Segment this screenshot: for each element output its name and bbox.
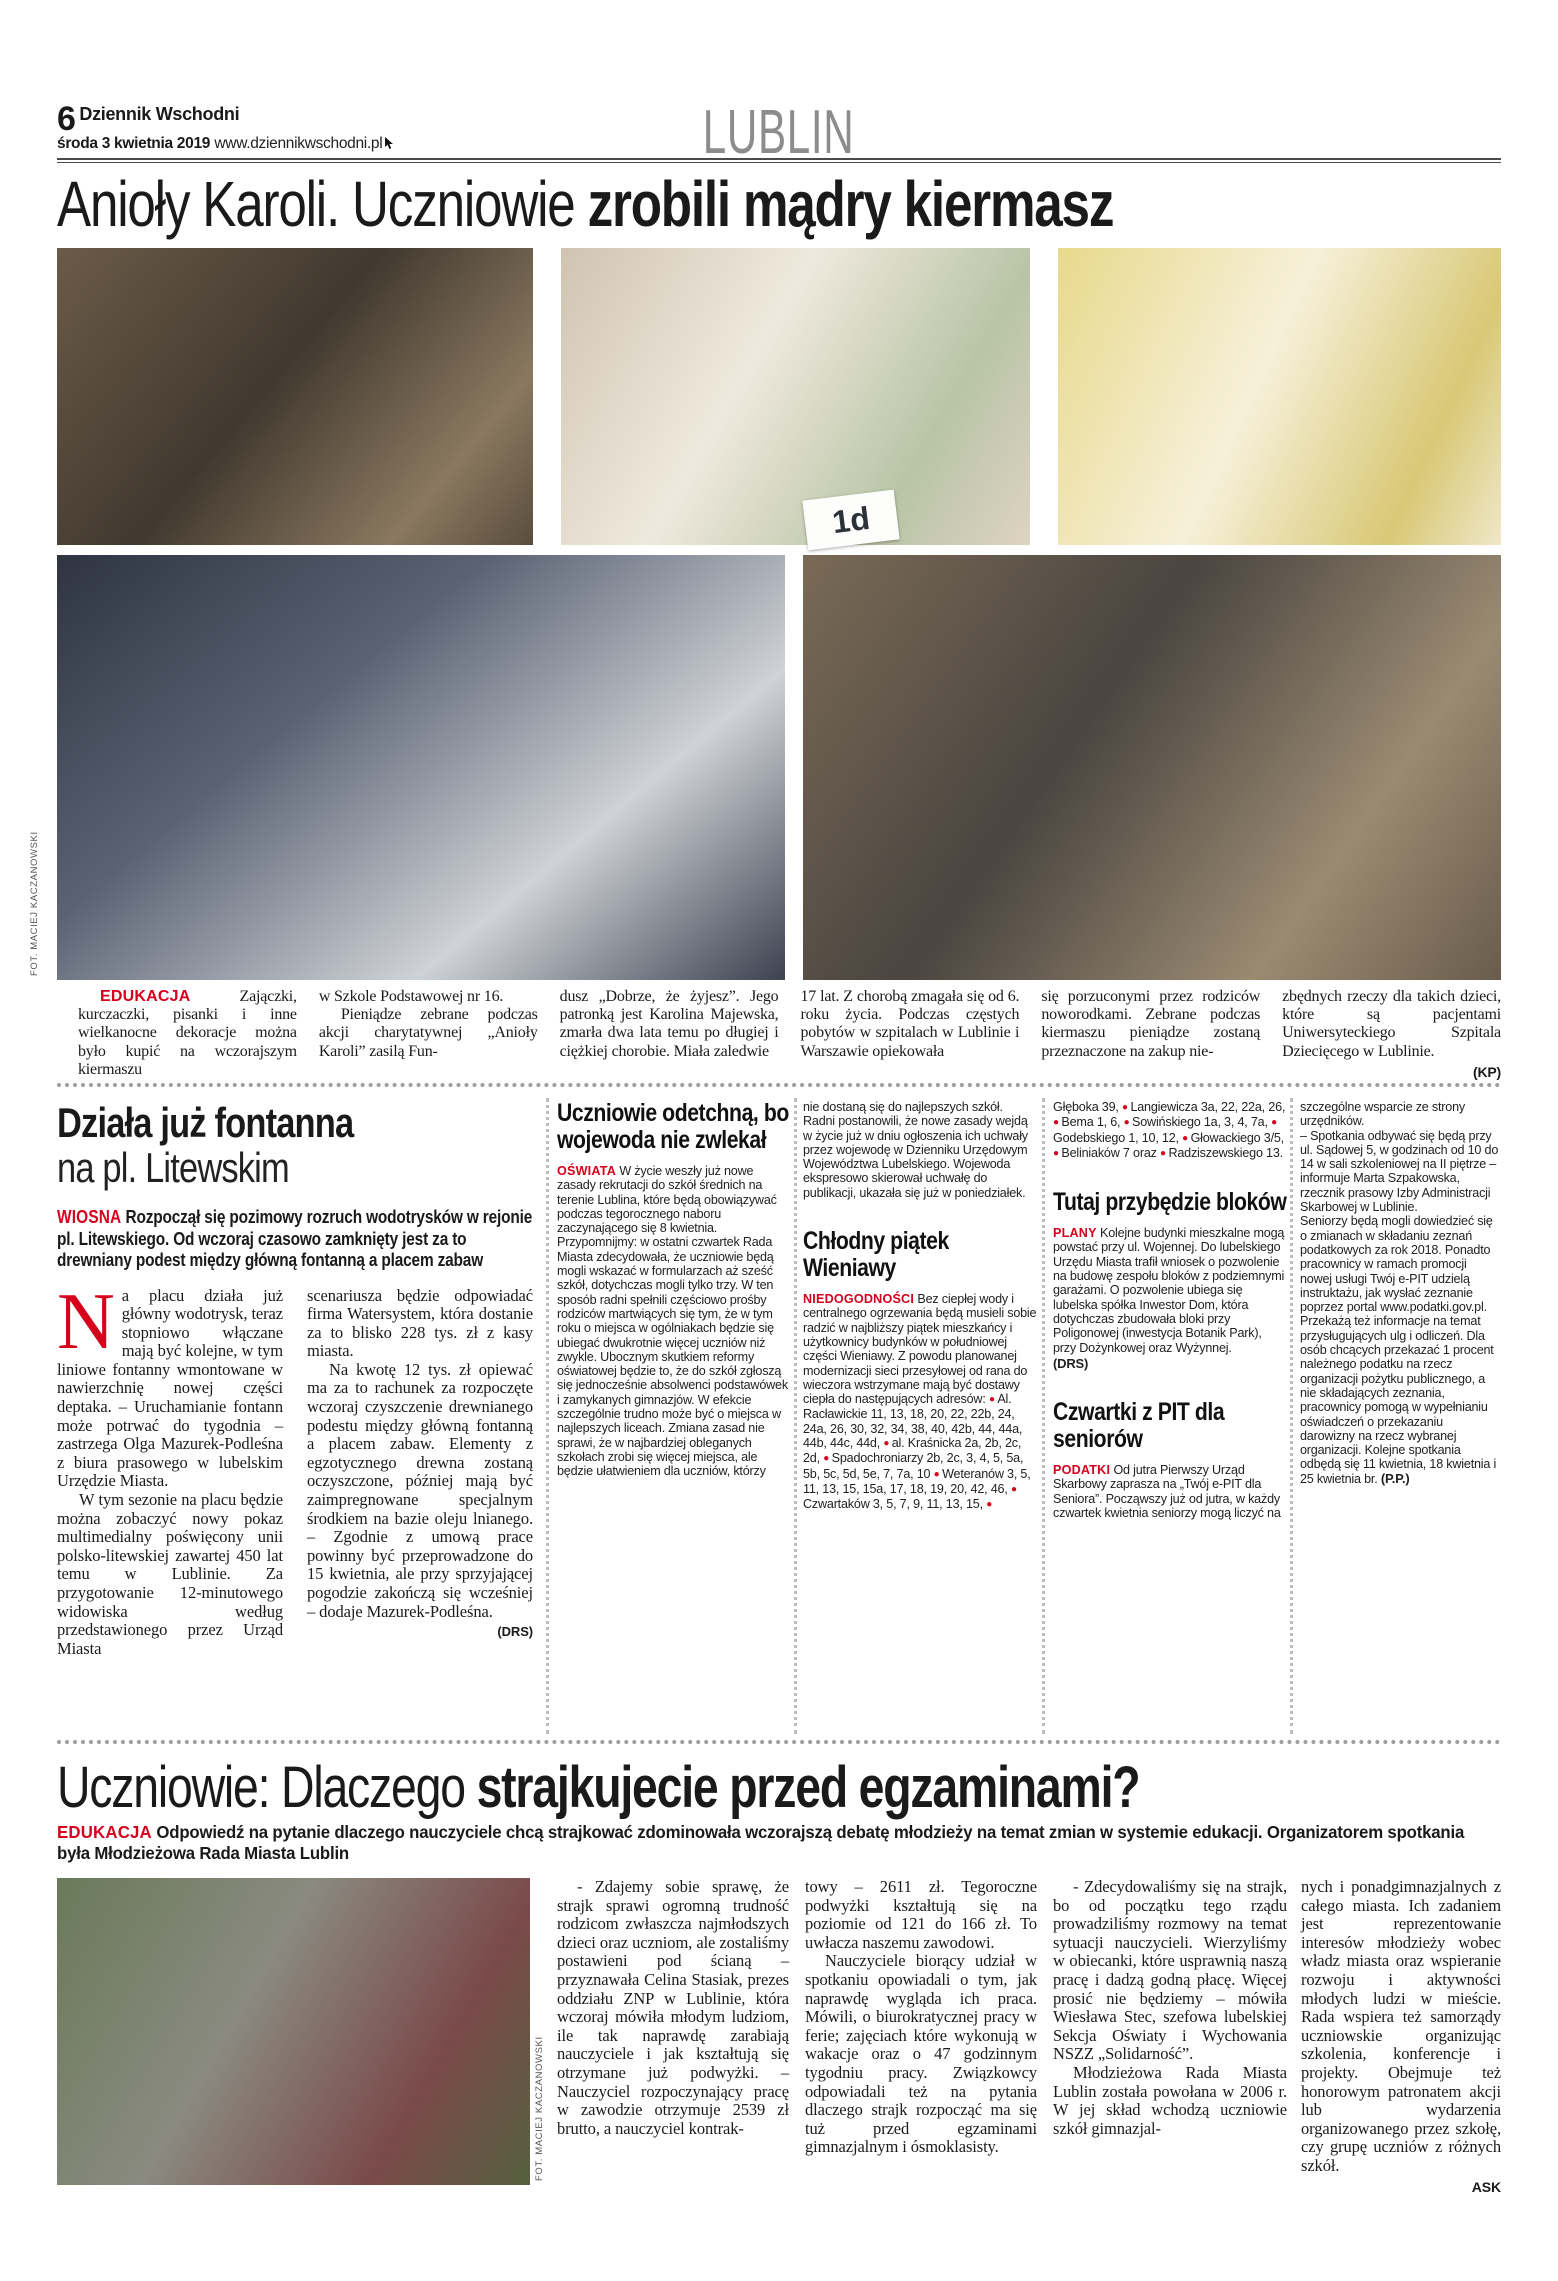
pit-cont-p2: – Spotkania odbywać się będą przy ul. Sądowej 5, w godzinach od 10 do 14 w sali szkoleniowej na II piętrze – informuje Marta Szpakowska, rzecznik prasowy Izby Administracji Skarbowej w Lublinie.: [1300, 1128, 1499, 1215]
caption-kicker: EDUKACJA: [100, 988, 191, 1005]
fountain-col-a: [57, 1277, 283, 1659]
photo-row1-3-image: [1058, 248, 1501, 545]
caption-text-6: zbędnych rzeczy dla takich dzieci, które są pacjentami Uniwersyteckiego Szpitala Dziecięcego w Lublinie.: [1282, 988, 1501, 1060]
blocks-body-text: Kolejne budynki mieszkalne mogą powstać przy ul. Wojennej. Do lubelskiego Urzędu Miasta trafił wniosek o pozwolenie na budowę zespołu bloków z podziemnymi garażami. O pozwolenie ubiega się lubelska spółka Inwestor Dom, która dotychczas zbudowała bloki przy Poligonowej (inwestycja Botanik Park), przy Dożynkowej oraz Wyżynnej.: [1053, 1226, 1285, 1355]
blocks-byline: (DRS): [1053, 1355, 1089, 1371]
fountain-byline: (DRS): [497, 1624, 533, 1640]
photo-row1-1: [57, 248, 533, 545]
photo-credit: FOT. MACIEJ KACZANOWSKI: [533, 2032, 546, 2185]
photo-row2-2: [803, 555, 1501, 980]
photo-strike-image: [57, 1878, 530, 2185]
strike-p3: Nauczyciele biorący udział w spotkaniu opowiadali o tym, jak naprawdę wygląda ich praca. Mówili, o biurokratycznej pracy w ferie; zajęciach które wykonują w wakacje oraz o 47 godzinnym tygodniu pracy. Związkowcy odpowiadali też na pytania dlaczego strajk rozpocząć ma się tuż przed egzaminami gimnazjalnym i ósmoklasisty.: [805, 1951, 1037, 2157]
fountain-lead-text: Rozpoczął się pozimowy rozruch wodotrysków w rejonie pl. Litewskiego. Od wczoraj czasowo zamknięty jest za to drewniany podest między główną fontanną a placem zabaw: [57, 1206, 533, 1270]
wieniawa-intro: Bez ciepłej wody i centralnego ogrzewania będą musieli sobie radzić w najbliższy piątek mieszkańcy i użytkownicy budynków w południowej części Wieniawy. Z powodu planowanej modernizacji sieci przesyłowej od rana do wieczora wstrzymane mają być dostawy ciepła do następujących adresów:: [803, 1292, 1037, 1407]
article-fountain: [57, 1100, 533, 1658]
caption-text-2b: Pieniądze zebrane podczas akcji charytatywnej „Anioły Karoli” zasilą Fun-: [318, 1006, 538, 1060]
strike-headline: [57, 1756, 1139, 1820]
photo-strike: [57, 1878, 545, 2185]
blocks-title: Tutaj przybędzie bloków: [1053, 1188, 1287, 1217]
schools-body-text: W życie weszły już nowe zasady rekrutacji do szkół średnich na terenie Lublina, które będą obowiązywać podczas tegorocznego naboru zaczynającego się 8 kwietnia. Przypomnijmy: w ostatni czwartek Rada Miasta zdecydowała, że uczniowie będą mogli wskazać w formularzach aż sześć szkół, dotychczas mogli tylko trzy. W ten sposób radni spełnili częściowo prośby rodziców martwiących się tym, że w tym roku o miejsca w ogólniakach będzie się ubiegać dwukrotnie więcej uczniów niż zwykle. Ubocznym skutkiem reformy oświatowej będzie to, że do szkół zgłoszą się jednocześnie absolwenci podstawówek i zamykanych gimnazjów. W efekcie szczególnie trudno może być o miejsca w najlepszych liceach. Zmiana zasad nie sprawi, że w najbardziej obleganych szkołach zrobi się więcej miejsca, ale będzie ułatwieniem dla uczniów, którzy: [557, 1164, 788, 1479]
issue-date: środa 3 kwietnia 2019: [57, 135, 211, 152]
photo-row1-2-image: [561, 248, 1030, 545]
column-separator: [1290, 1098, 1293, 1734]
blocks-body: [1053, 1226, 1287, 1371]
fountain-body: [57, 1277, 533, 1659]
fountain-p4: Na kwotę 12 tys. zł opiewać ma za to rachunek za rozpoczęte wczoraj czyszczenie drewnianego podestu między główną fontanną a placem zabaw. Elementy z egzotycznego drewna zostaną oczyszczone, później mają być zaimpregnowane specjalnym środkiem na bazie oleju lnianego. – Zgodnie z umową prace powinny być przeprowadzone do 15 kwietnia, ale przy sprzyjającej pogodzie zakończą się wcześniej – dodaje Mazurek-Podleśna.: [307, 1359, 533, 1621]
caption-col-6: [1282, 988, 1501, 1081]
drop-cap: N: [57, 1277, 115, 1366]
photo-row2-2-image: [803, 555, 1501, 980]
column-6: [1300, 1100, 1501, 1486]
schools-body: [557, 1164, 789, 1479]
photo-credit: FOT. MACIEJ KACZANOWSKI: [28, 827, 41, 980]
pit-kicker: PODATKI: [1053, 1463, 1111, 1478]
pit-byline: (P.P.): [1380, 1470, 1410, 1486]
strike-headline-light: Uczniowie: Dlaczego: [57, 1755, 477, 1820]
class-sign-card: 1d: [802, 490, 899, 551]
photo-row1-2: [561, 248, 1030, 545]
page-number: 6: [57, 100, 75, 138]
strike-col-2: [805, 1878, 1037, 2157]
paper-name: Dziennik Wschodni: [79, 104, 240, 124]
pit-cont-p3-text: Seniorzy będą mogli dowiedzieć się o zmianach w składaniu zeznań podatkowych za rok 2018. Ponadto pracownicy w ramach promocji nowej usługi Twój e-PIT udzielą instruktażu, jak wysłać zeznanie poprzez portal www.podatki.gov.pl. Przekażą też informacje na temat przysługujących ulg i odliczeń. Dla osób chcących przekazać 1 procent należnego podatku na rzecz organizacji pożytku publicznego, a nie składających zeznania, pracownicy pomogą w wypełnianiu oświadczeń o przekazaniu darowizny na rzecz wybranej organizacji. Kolejne spotkania odbędą się 11 kwietnia, 18 kwietnia i 25 kwietnia br.: [1300, 1214, 1497, 1486]
pit-title: Czwartki z PIT dla seniorów: [1053, 1398, 1225, 1454]
strike-col-1: [557, 1878, 789, 2138]
pit-cont-p3: [1300, 1214, 1501, 1486]
wieniawa-address-list-2: Głęboka 39, ● Langiewicza 3a, 22, 22a, 26, ● Bema 1, 6, ● Sowińskiego 1a, 3, 4, 7a, ● Godebskiego 1, 10, 12, ● Głowackiego 3/5, ● Beliniaków 7 oraz ● Radziszewskiego 13.: [1053, 1100, 1286, 1160]
column-separator: [794, 1098, 797, 1734]
paper-url: www.dziennikwschodni.pl: [214, 135, 383, 152]
lead-headline: [57, 168, 1113, 240]
fountain-title-line1: Działa już fontanna: [57, 1099, 354, 1146]
schools-title: Uczniowie odetchną, bo wojewoda nie zwlekał: [557, 1099, 789, 1154]
wieniawa-title: Chłodny piątek Wieniawy: [803, 1227, 949, 1283]
strike-byline: ASK: [1471, 2178, 1501, 2195]
column-separator: [546, 1098, 549, 1734]
column-5: [1053, 1100, 1287, 1520]
article-schools: [557, 1100, 789, 1479]
fountain-p3: scenariusza będzie odpowiadać firma Watersystem, która dostanie za to blisko 228 tys. zł z kasy miasta.: [307, 1285, 533, 1361]
strike-kicker: EDUKACJA: [57, 1822, 152, 1842]
caption-text-5: się porzuconymi przez rodziców noworodkami. Zebrane podczas kiermaszu pieniądze zostaną przeznaczone na zakup nie-: [1041, 988, 1261, 1060]
wieniawa-address-list: ● Al. Racławickie 11, 13, 18, 20, 22, 22b, 24, 24a, 26, 30, 32, 34, 38, 40, 42b, 44, 44a, 44b, 44c, 44d, ● al. Kraśnicka 2a, 2b, 2c, 2d, ● Spadochroniarzy 2b, 2c, 3, 4, 5, 5a, 5b, 5c, 5d, 5e, 7, 7a, 10 ● Weteranów 3, 5, 11, 13, 15, 15a, 17, 18, 19, 20, 42, 46, ● Czwartaków 3, 5, 7, 9, 11, 13, 15, ●: [803, 1392, 1031, 1512]
blocks-kicker: PLANY: [1053, 1226, 1097, 1241]
strike-p1: - Zdajemy sobie sprawę, że strajk sprawi ogromną trudność rodzicom zwłaszcza najmłodszych dzieci oraz uczniom, ale zostaliśmy postawieni pod ścianą – przyznawała Celina Stasiak, prezes oddziału ZNP w Lublinie, która wczoraj mówiła młodym ludziom, ile tak naprawdę zarabiają nauczyciele i jak kształtują się otrzymane już podwyżki. – Nauczyciel rozpoczynający pracę w zawodzie otrzymuje 2539 zł brutto, a nauczyciel kontrak-: [557, 1877, 789, 2138]
caption-byline: (KP): [1472, 1063, 1501, 1080]
schools-cont-p1: nie dostaną się do najlepszych szkół.: [803, 1100, 1003, 1114]
caption-col-5: [1041, 988, 1260, 1081]
strike-p5: Młodzieżowa Rada Miasta Lublin została powołana w 2006 r. W jej skład wchodzą uczniowie szkół gimnazjal-: [1053, 2062, 1287, 2138]
strike-p2: towy – 2611 zł. Tegoroczne podwyżki kształtują się na poziomie od 121 do 166 zł. To uwłacza naszemu zawodowi.: [805, 1877, 1037, 1952]
strike-col-4: [1301, 1878, 1501, 2196]
strike-headline-bold: strajkujecie przed egzaminami?: [476, 1755, 1140, 1820]
lead-caption: [78, 988, 1501, 1081]
masthead-rule: [57, 158, 1501, 163]
dotted-rule-top: [57, 1083, 1501, 1087]
caption-text-3: dusz „Dobrze, że żyjesz”. Jego patronką jest Karolina Majewska, zmarła dwa lata temu po długiej i ciężkiej chorobie. Miała zaledwie: [559, 988, 779, 1060]
lead-headline-bold: zrobili mądry kiermasz: [587, 168, 1114, 240]
caption-col-1: [78, 988, 297, 1081]
wieniawa-body: [803, 1292, 1037, 1512]
fountain-p1: a placu działa już główny wodotrysk, teraz stopniowo włączane mają być kolejne, w tym liniowe fontanny wmontowane w nawierzchnię nowej części deptaka. – Uruchamianie fontann może potrwać do tygodnia – zastrzega Olga Mazurek-Podleśna z biura prasowego w lubelskim Urzędzie Miasta.: [57, 1285, 283, 1491]
fountain-title-line2: na pl. Litewskim: [57, 1144, 289, 1191]
fountain-title: [57, 1100, 533, 1190]
photo-row1-3: [1058, 248, 1501, 545]
pit-cont-p1: szczególne wsparcie ze strony urzędników.: [1300, 1100, 1465, 1129]
strike-p6: nych i ponadgimnazjalnych z całego miasta. Ich zadaniem jest reprezentowanie interesów młodzieży wobec władz miasta oraz wspieranie rozwoju i aktywności młodych ludzi w mieście. Rada wspiera też samorządy uczniowskie organizując szkolenia, konferencje i projekty. Obejmuje też honorowym patronatem akcji lub wydarzenia organizowanego przez szkołę, czy grupę uczniów z różnych szkół.: [1301, 1877, 1501, 2175]
dotted-rule-bottom: [57, 1740, 1501, 1744]
pit-body-col5: [1053, 1463, 1287, 1520]
column-separator: [1042, 1098, 1045, 1734]
strike-lead: [57, 1822, 1497, 1864]
fountain-p2: W tym sezonie na placu będzie można zobaczyć nowy pokaz multimedialny poświęcony unii polsko-litewskiej zawartej 450 lat temu w Lublinie. Za przygotowanie 12-minutowego widowiska według przedstawionego przez Urząd Miasta: [57, 1490, 283, 1658]
caption-col-3: [560, 988, 779, 1081]
schools-cont-p2: Radni postanowili, że nowe zasady wejdą w życie już w dniu ogłoszenia ich uchwały przez wojewodę w Dzienniku Urzędowym Województwa Lubelskiego. Wojewoda ekspresowo skierował uchwałę do publikacji, ukazała się już w poniedziałek.: [803, 1114, 1028, 1200]
pit-col5-text: Od jutra Pierwszy Urząd Skarbowy zaprasza na „Twój e-PIT dla Seniora”. Począwszy już od jutra, w każdy czwartek kwietnia seniorzy mogą liczyć na: [1053, 1463, 1281, 1521]
photo-row2-1: [29, 555, 785, 980]
photo-row1-1-image: [57, 248, 533, 545]
caption-text-2: w Szkole Podstawowej nr 16.: [318, 988, 504, 1005]
section-title: LUBLIN: [703, 98, 855, 167]
strike-p4: - Zdecydowaliśmy się na strajk, bo od początku tego rządu prowadziliśmy rozmowy na temat sytuacji nauczycieli. Wierzyliśmy w obiecanki, które usprawnią naszą pracę i dadzą godną płacę. Więcej prosić nie będziemy – mówiła Wiesława Stec, szefowa lubelskiej Sekcja Oświaty i Wychowania NSZZ „Solidarność”.: [1053, 1877, 1287, 2064]
schools-kicker: OŚWIATA: [557, 1164, 616, 1178]
lead-headline-light: Anioły Karoli. Uczniowie: [57, 168, 588, 240]
fountain-lead: [57, 1206, 533, 1271]
caption-col-4: [800, 988, 1019, 1081]
wieniawa-kicker: NIEDOGODNOŚCI: [803, 1292, 915, 1307]
strike-lead-text: Odpowiedź na pytanie dlaczego nauczyciele chcą strajkować zdominowała wczorajszą debatę młodzieży na temat zmian w systemie edukacji. Organizatorem spotkania była Młodzieżowa Rada Miasta Lublin: [57, 1822, 1465, 1863]
caption-col-2: [319, 988, 538, 1081]
fountain-kicker: WIOSNA: [57, 1206, 122, 1227]
caption-text-1: Zajączki, kurczaczki, pisanki i inne wielkanocne dekoracje można było kupić na wczorajszym kiermaszu: [78, 988, 297, 1078]
strike-col-3: [1053, 1878, 1287, 2138]
column-4: [803, 1100, 1037, 1513]
fountain-col-b: [307, 1287, 533, 1659]
photo-row2-1-image: [57, 555, 785, 980]
caption-text-4: 17 lat. Z chorobą zmagała się od 6. roku życia. Podczas częstych pobytów w szpitalach w Lublinie i Warszawie opiekowała: [800, 988, 1020, 1060]
